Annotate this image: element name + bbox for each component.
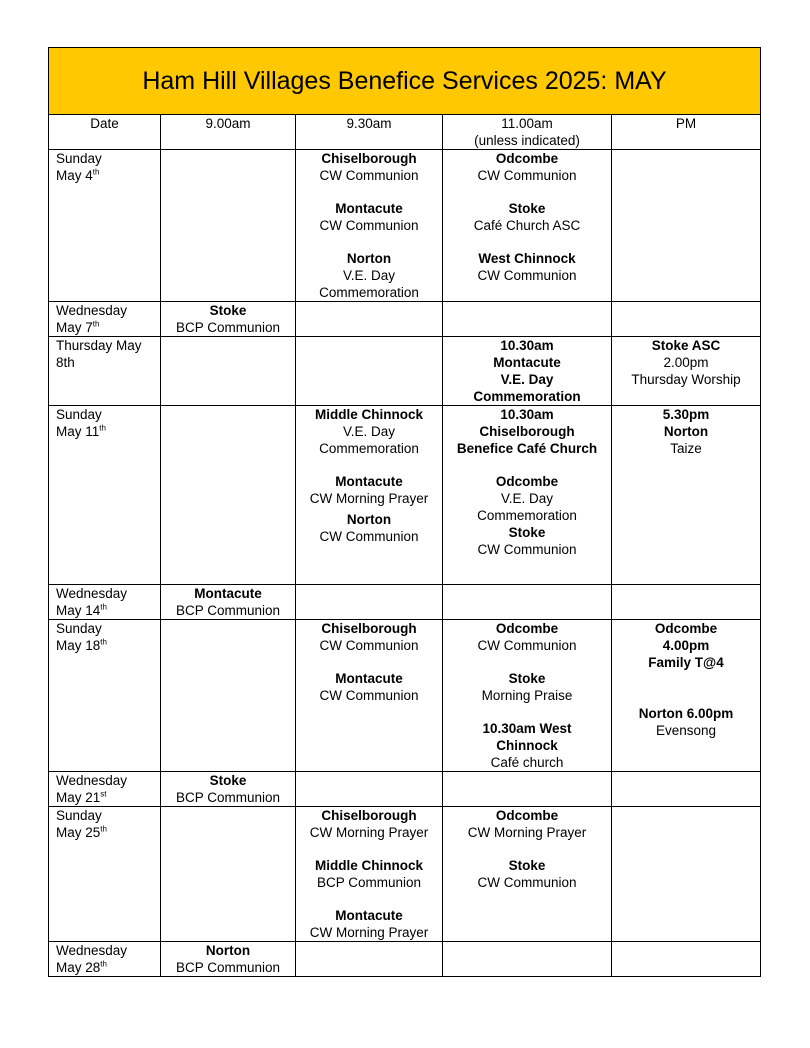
cell-pm bbox=[612, 620, 761, 772]
church-name: Montacute bbox=[335, 908, 403, 923]
cell-930 bbox=[296, 772, 443, 807]
church-name: Middle Chinnock bbox=[315, 858, 423, 873]
service-name: V.E. Day bbox=[500, 372, 554, 387]
service-name: CW Morning Prayer bbox=[309, 491, 429, 506]
cell-pm bbox=[612, 807, 761, 942]
cell-930 bbox=[296, 150, 443, 302]
date-cell bbox=[49, 620, 161, 772]
cell-pm bbox=[612, 772, 761, 807]
date-cell bbox=[49, 337, 161, 406]
cell-pm bbox=[612, 942, 761, 977]
service-name: CW Morning Prayer bbox=[309, 925, 429, 940]
table-row bbox=[49, 620, 761, 772]
table-row bbox=[49, 585, 761, 620]
date-cell bbox=[49, 807, 161, 942]
date-month: May 28th bbox=[56, 959, 107, 975]
service-time: 10.30am bbox=[500, 338, 554, 353]
cell-1100 bbox=[443, 585, 612, 620]
church-name: Odcombe bbox=[495, 621, 559, 636]
table-row bbox=[49, 302, 761, 337]
church-name: Chiselborough bbox=[479, 424, 575, 439]
date-month: May 25th bbox=[56, 824, 107, 840]
header-date: Date bbox=[49, 115, 161, 150]
cell-pm bbox=[612, 406, 761, 585]
cell-1100 bbox=[443, 807, 612, 942]
service-name: BCP Communion bbox=[316, 875, 422, 890]
church-name: Montacute bbox=[194, 586, 262, 601]
date-month: May 14th bbox=[56, 602, 107, 618]
service-name: Commemoration bbox=[319, 441, 419, 456]
church-name: Montacute bbox=[335, 201, 403, 216]
church-name: Montacute bbox=[335, 671, 403, 686]
cell-900 bbox=[161, 337, 296, 406]
date-cell bbox=[49, 302, 161, 337]
service-name: BCP Communion bbox=[175, 603, 281, 618]
date-month: May 11th bbox=[56, 423, 106, 439]
church-name: Norton 6.00pm bbox=[638, 706, 734, 721]
cell-1100 bbox=[443, 337, 612, 406]
service-name: Commemoration bbox=[473, 389, 581, 404]
date-day: Wednesday bbox=[56, 586, 128, 601]
service-time: 2.00pm bbox=[663, 355, 709, 370]
service-name: Commemoration bbox=[477, 508, 577, 523]
service-name: CW Communion bbox=[477, 268, 577, 283]
service-name: Family T@4 bbox=[648, 655, 724, 670]
cell-1100 bbox=[443, 772, 612, 807]
date-cell bbox=[49, 585, 161, 620]
service-name: V.E. Day bbox=[342, 424, 396, 439]
table-row bbox=[49, 807, 761, 942]
date-day: Wednesday bbox=[56, 943, 128, 958]
cell-900 bbox=[161, 406, 296, 585]
table-row bbox=[49, 150, 761, 302]
service-time: 10.30am bbox=[500, 407, 554, 422]
cell-930 bbox=[296, 807, 443, 942]
table-row bbox=[49, 942, 761, 977]
cell-930 bbox=[296, 406, 443, 585]
date-cell bbox=[49, 150, 161, 302]
church-name: Odcombe bbox=[495, 808, 559, 823]
table-row bbox=[49, 772, 761, 807]
date-month: May 18th bbox=[56, 637, 107, 653]
church-name: Odcombe bbox=[495, 474, 559, 489]
date-day: Sunday bbox=[56, 808, 102, 823]
service-name: CW Communion bbox=[319, 529, 419, 544]
cell-1100 bbox=[443, 150, 612, 302]
cell-900 bbox=[161, 620, 296, 772]
service-name: Café Church ASC bbox=[473, 218, 581, 233]
service-name: Café church bbox=[490, 755, 564, 770]
cell-930 bbox=[296, 620, 443, 772]
cell-930 bbox=[296, 302, 443, 337]
date-cell bbox=[49, 942, 161, 977]
service-name: BCP Communion bbox=[175, 790, 281, 805]
cell-900 bbox=[161, 585, 296, 620]
cell-900 bbox=[161, 302, 296, 337]
cell-930 bbox=[296, 337, 443, 406]
church-name: Odcombe bbox=[654, 621, 718, 636]
date-day: Wednesday bbox=[56, 303, 128, 318]
cell-900 bbox=[161, 942, 296, 977]
church-name: Stoke ASC bbox=[651, 338, 721, 353]
service-name: CW Communion bbox=[477, 638, 577, 653]
date-month: May 7th bbox=[56, 319, 100, 335]
cell-pm bbox=[612, 150, 761, 302]
church-name: Chiselborough bbox=[321, 151, 417, 166]
church-name: Norton bbox=[346, 512, 392, 527]
date-month: May 4th bbox=[56, 167, 100, 183]
cell-930 bbox=[296, 942, 443, 977]
service-name: CW Communion bbox=[477, 542, 577, 557]
header-1100 bbox=[443, 115, 612, 150]
service-name: CW Communion bbox=[319, 218, 419, 233]
cell-1100 bbox=[443, 406, 612, 585]
service-name: CW Morning Prayer bbox=[309, 825, 429, 840]
church-name: Montacute bbox=[493, 355, 561, 370]
header-row bbox=[49, 115, 761, 150]
cell-pm bbox=[612, 302, 761, 337]
church-name: Norton bbox=[346, 251, 392, 266]
service-name: Evensong bbox=[655, 723, 717, 738]
service-name: Commemoration bbox=[319, 285, 419, 300]
date-day: Sunday bbox=[56, 621, 102, 636]
service-time: 5.30pm bbox=[662, 407, 710, 422]
church-name: Chiselborough bbox=[321, 808, 417, 823]
cell-1100 bbox=[443, 620, 612, 772]
date-day: Wednesday bbox=[56, 773, 128, 788]
service-name: CW Communion bbox=[319, 638, 419, 653]
date-month: May 21st bbox=[56, 789, 107, 805]
service-name: V.E. Day bbox=[342, 268, 396, 283]
service-name: Benefice Café Church bbox=[456, 441, 598, 456]
header-1100-note: (unless indicated) bbox=[474, 133, 580, 148]
church-name: Stoke bbox=[209, 303, 247, 318]
church-name: Norton bbox=[663, 424, 709, 439]
header-930: 9.30am bbox=[296, 115, 443, 150]
service-name: CW Communion bbox=[319, 168, 419, 183]
service-name: V.E. Day bbox=[500, 491, 554, 506]
church-name: Stoke bbox=[508, 201, 546, 216]
cell-930 bbox=[296, 585, 443, 620]
church-name: Middle Chinnock bbox=[315, 407, 423, 422]
church-name: 10.30am West bbox=[482, 721, 572, 736]
service-name: CW Communion bbox=[477, 168, 577, 183]
church-name: Stoke bbox=[508, 525, 546, 540]
cell-900 bbox=[161, 772, 296, 807]
church-name: West Chinnock bbox=[478, 251, 576, 266]
church-name: Chiselborough bbox=[321, 621, 417, 636]
church-name: Stoke bbox=[508, 671, 546, 686]
church-name: Stoke bbox=[209, 773, 247, 788]
church-name: Norton bbox=[205, 943, 251, 958]
schedule-table bbox=[48, 47, 761, 977]
date-day: Sunday bbox=[56, 151, 102, 166]
church-name: Montacute bbox=[335, 474, 403, 489]
cell-900 bbox=[161, 150, 296, 302]
service-schedule bbox=[48, 47, 760, 977]
service-name: BCP Communion bbox=[175, 960, 281, 975]
service-name: BCP Communion bbox=[175, 320, 281, 335]
service-name: CW Communion bbox=[477, 875, 577, 890]
service-time: 4.00pm bbox=[662, 638, 710, 653]
cell-pm bbox=[612, 585, 761, 620]
cell-900 bbox=[161, 807, 296, 942]
service-name: Morning Praise bbox=[481, 688, 573, 703]
header-900: 9.00am bbox=[161, 115, 296, 150]
service-name: CW Communion bbox=[319, 688, 419, 703]
date-day: Thursday May bbox=[56, 338, 142, 353]
date-cell bbox=[49, 772, 161, 807]
header-pm: PM bbox=[612, 115, 761, 150]
cell-1100 bbox=[443, 302, 612, 337]
church-name: Stoke bbox=[508, 858, 546, 873]
service-name: Thursday Worship bbox=[631, 372, 741, 387]
header-1100-time: 11.00am bbox=[501, 116, 553, 131]
church-name: Odcombe bbox=[495, 151, 559, 166]
table-row bbox=[49, 406, 761, 585]
date-cell bbox=[49, 406, 161, 585]
date-month: 8th bbox=[56, 355, 75, 370]
date-day: Sunday bbox=[56, 407, 102, 422]
table-row bbox=[49, 337, 761, 406]
cell-1100 bbox=[443, 942, 612, 977]
service-name: CW Morning Prayer bbox=[467, 825, 587, 840]
cell-pm bbox=[612, 337, 761, 406]
church-name: Chinnock bbox=[496, 738, 558, 753]
service-name: Taize bbox=[670, 441, 702, 456]
page-title: Ham Hill Villages Benefice Services 2025: MAY bbox=[49, 48, 761, 115]
